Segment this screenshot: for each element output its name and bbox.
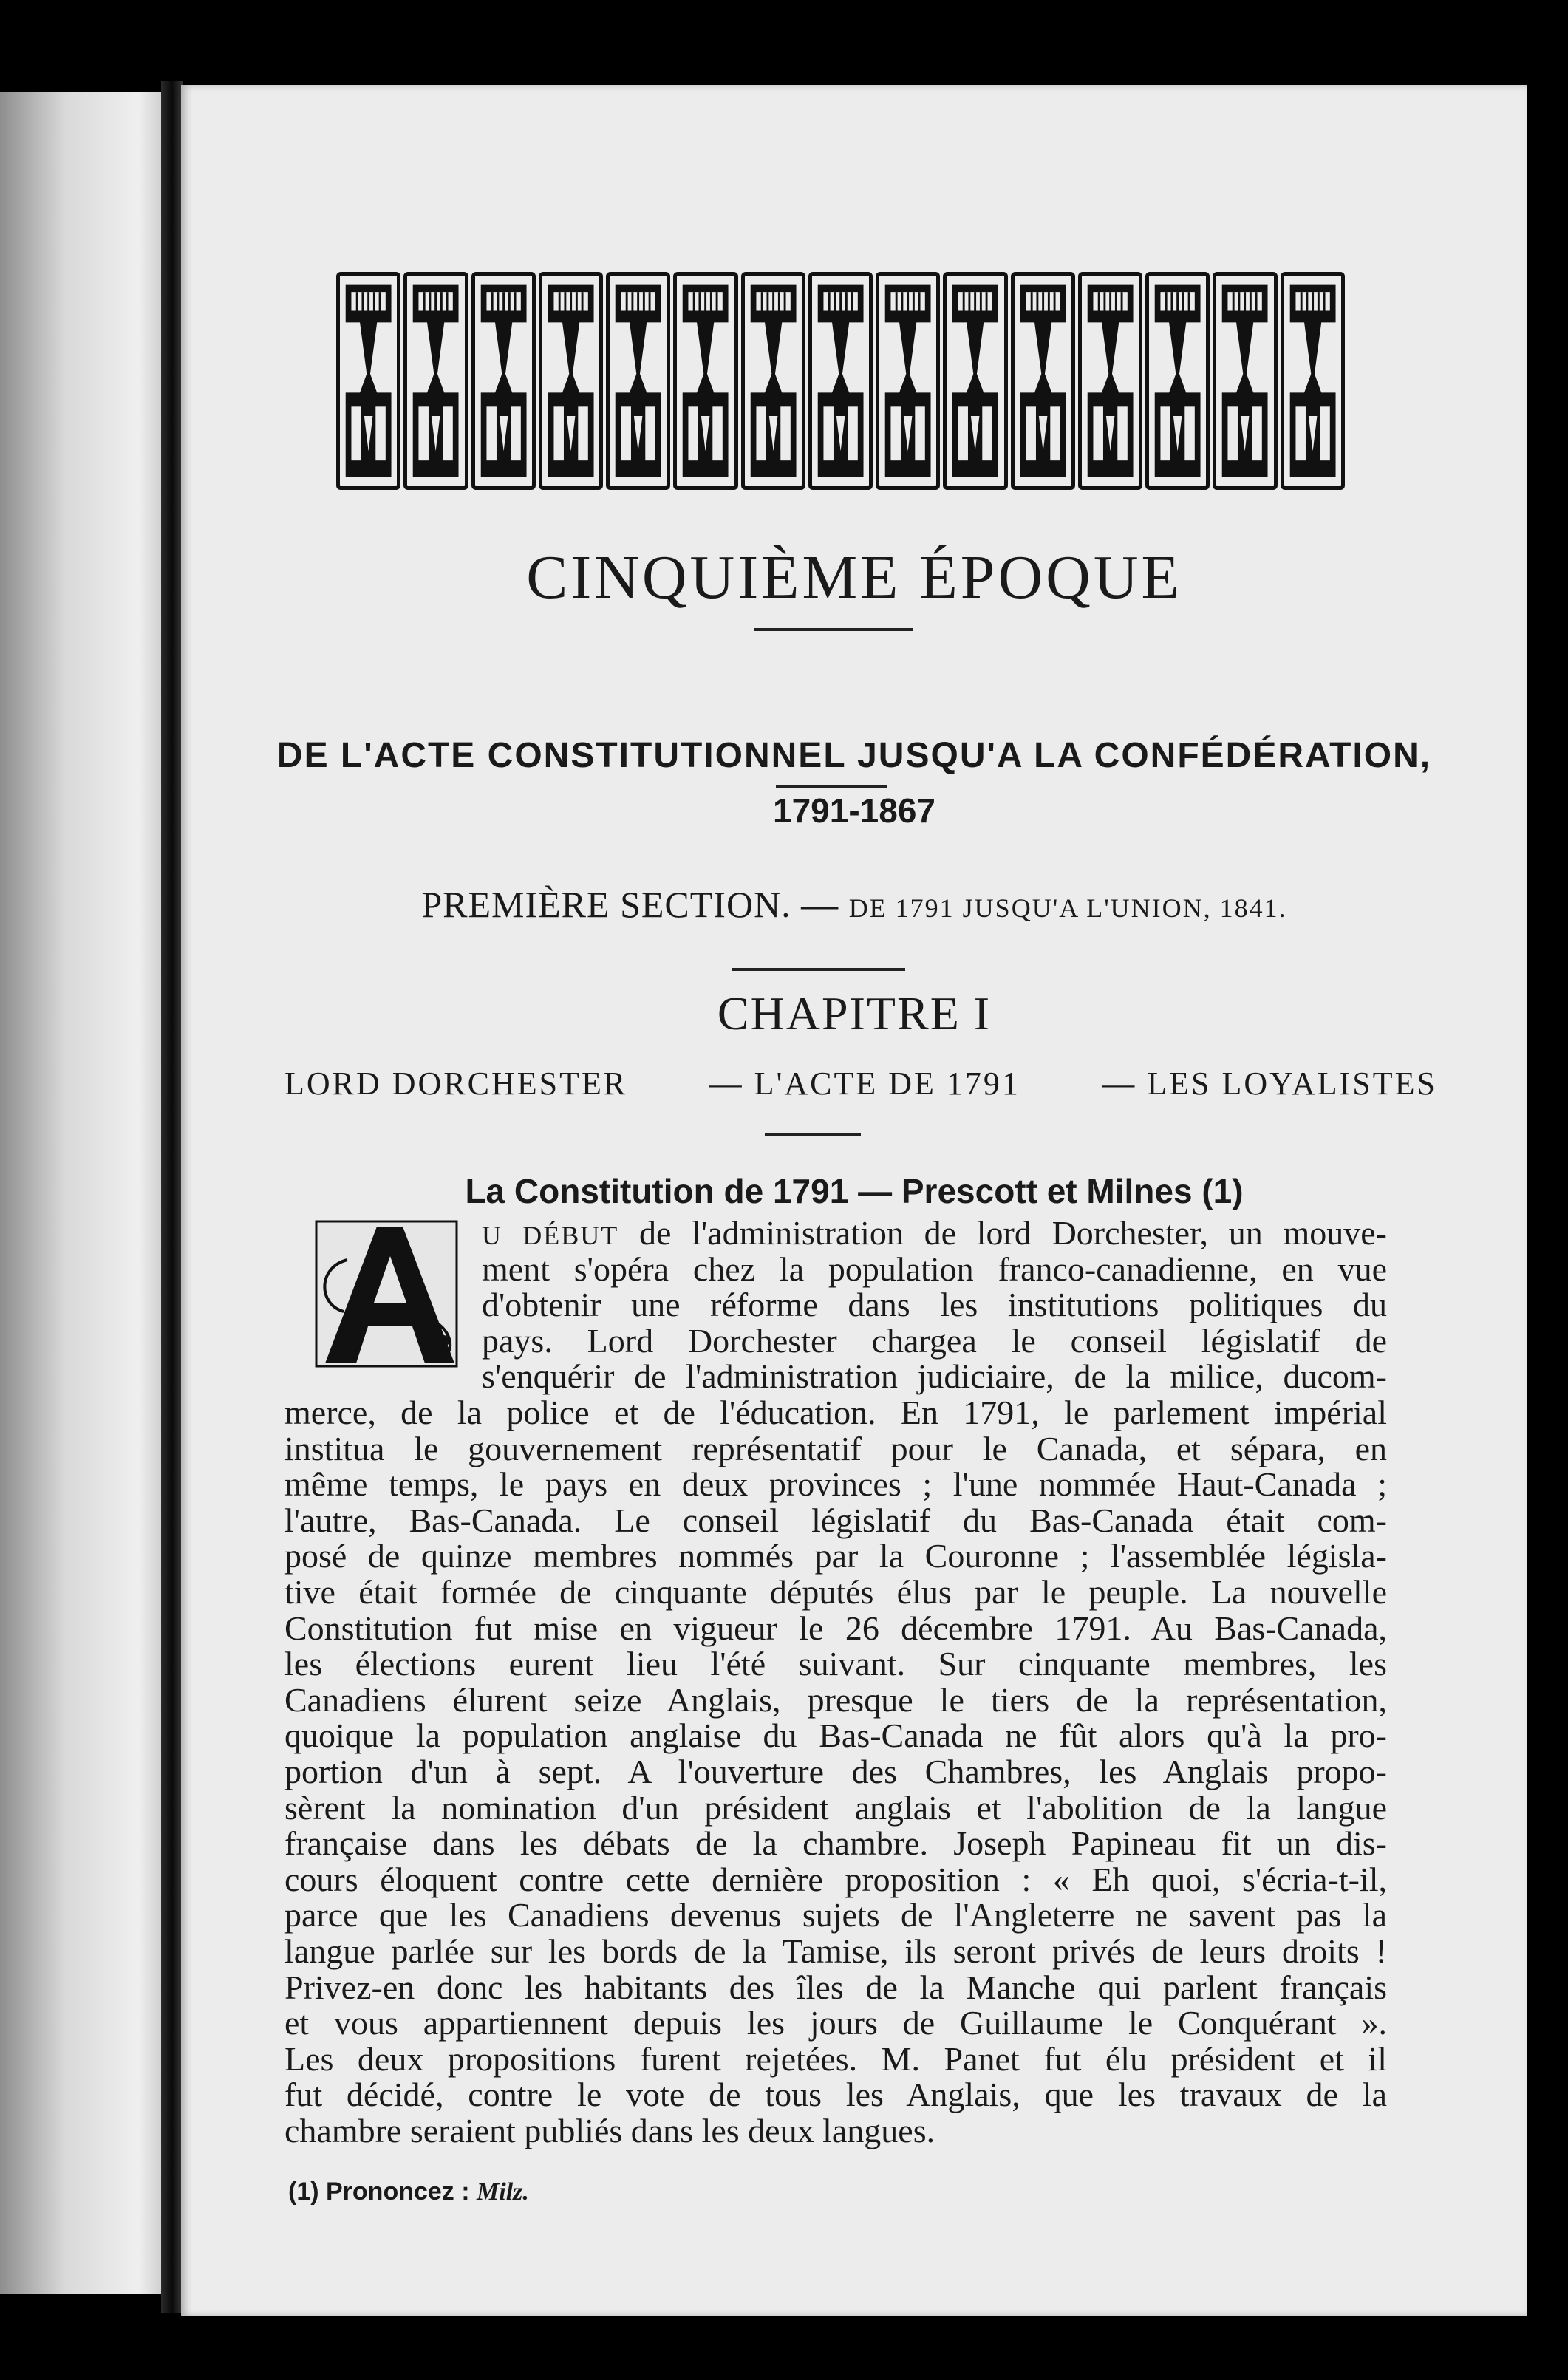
divider-rule (776, 785, 887, 788)
text-line: Les deux propositions furent rejetées. M. Panet fut élu président et il (284, 2039, 1387, 2078)
ornament-tile (673, 272, 737, 490)
footnote-label: (1) Prononcez : (288, 2178, 477, 2206)
article-title: La Constitution de 1791 — Prescott et Milnes (1) (465, 1172, 1244, 1210)
divider-rule (754, 628, 913, 631)
chapter-title: CHAPITRE I (717, 987, 992, 1040)
facing-page-edge (0, 92, 163, 2294)
footnote (288, 2178, 529, 2206)
text-line: langue parlée sur les bords de la Tamise, ils seront privés de leurs droits ! (284, 1931, 1387, 1970)
first-word: U DÉBUT (482, 1221, 619, 1250)
text-line: quoique la population anglaise du Bas-Canada ne fût alors qu'à la pro- (284, 1716, 1387, 1755)
ornament-tile (876, 272, 940, 490)
ornament-tile (606, 272, 670, 490)
ornament-tile (403, 272, 468, 490)
ornament-tile (336, 272, 400, 490)
divider-rule (732, 968, 905, 971)
text-line: les élections eurent lieu l'été suivant. Sur cinquante membres, les (284, 1645, 1387, 1683)
text-line: Privez-en donc les habitants des îles de la Manche qui parlent français (284, 1968, 1387, 2006)
ornament-tile (1213, 272, 1277, 490)
body-indented (482, 1215, 1387, 1395)
ornament-tile (808, 272, 873, 490)
book-gutter (161, 81, 183, 2313)
text-line: chambre seraient publiés dans les deux langues. (284, 2111, 935, 2149)
book-page (181, 85, 1527, 2316)
ornament-tile (1281, 272, 1345, 490)
chapter-topic: — LES LOYALISTES (1102, 1065, 1437, 1102)
ornament-tile (1078, 272, 1142, 490)
text-span: de l'administration de lord Dorchester, un mouve- (618, 1214, 1387, 1252)
text-line: Constitution fut mise en vigueur le 26 décembre 1791. Au Bas-Canada, (284, 1609, 1387, 1647)
section-range: DE 1791 JUSQU'A L'UNION, 1841. (848, 893, 1287, 923)
dropcap-letter-a (303, 1215, 473, 1374)
epoque-subtitle: DE L'ACTE CONSTITUTIONNEL JUSQU'A LA CONFÉDÉRATION, (276, 736, 1432, 775)
text-line: Canadiens élurent seize Anglais, presque le tiers de la représentation, (284, 1680, 1387, 1719)
text-line: parce que les Canadiens devenus sujets de l'Angleterre ne savent pas la (284, 1896, 1387, 1934)
chapter-topic: LORD DORCHESTER (284, 1065, 628, 1102)
footnote-word: Milz. (477, 2178, 529, 2206)
text-line: merce, de la police et de l'éducation. En 1791, le parlement impérial (284, 1394, 1387, 1431)
text-line: tive était formée de cinquante députés élus par le peuple. La nouvelle (284, 1572, 1387, 1611)
ornament-tile (1011, 272, 1075, 490)
divider-rule (765, 1133, 861, 1136)
ornament-tile (471, 272, 536, 490)
ornament-tile (1145, 272, 1210, 490)
text-line: fut décidé, contre le vote de tous les Anglais, que les travaux de la (284, 2076, 1387, 2114)
text-line: cours éloquent contre cette dernière proposition : « Eh quoi, s'écria-t-il, (284, 1860, 1387, 1898)
epoque-years: 1791-1867 (773, 791, 935, 830)
text-line: l'autre, Bas-Canada. Le conseil législatif du Bas-Canada était com- (284, 1501, 1387, 1539)
text-line: portion d'un à sept. A l'ouverture des Chambres, les Anglais propo- (284, 1752, 1387, 1790)
ornament-tile (539, 272, 603, 490)
text-line: même temps, le pays en deux provinces ; l'une nommée Haut-Canada ; (284, 1465, 1387, 1504)
text-line (482, 1215, 1387, 1252)
section-heading (181, 883, 1527, 926)
section-label: PREMIÈRE SECTION. — (421, 884, 849, 925)
chapter-topic: — L'ACTE DE 1791 (709, 1065, 1020, 1102)
body-full (284, 1395, 1387, 2149)
text-line: posé de quinze membres nommés par la Couronne ; l'assemblée législa- (284, 1537, 1387, 1575)
text-line: et vous appartiennent depuis les jours de Guillaume le Conquérant ». (284, 2004, 1387, 2042)
text-line: française dans les débats de la chambre. Joseph Papineau fit un dis- (284, 1824, 1387, 1863)
text-line: institua le gouvernement représentatif pour le Canada, et sépara, en (284, 1429, 1387, 1467)
ornament-tile (943, 272, 1007, 490)
text-line: sèrent la nomination d'un président anglais et l'abolition de la langue (284, 1788, 1387, 1827)
epoque-heading: CINQUIÈME ÉPOQUE (526, 543, 1182, 612)
decorative-header-band (336, 272, 1345, 490)
text-line: d'obtenir une réforme dans les institutions politiques du (482, 1286, 1387, 1324)
text-line: pays. Lord Dorchester chargea le conseil législatif de (482, 1321, 1387, 1360)
text-line: s'enquérir de l'administration judiciaire, de la milice, ducom- (482, 1357, 1387, 1396)
chapter-topics (284, 1065, 1437, 1102)
ornament-tile (741, 272, 805, 490)
text-line: ment s'opéra chez la population franco-canadienne, en vue (482, 1249, 1387, 1288)
